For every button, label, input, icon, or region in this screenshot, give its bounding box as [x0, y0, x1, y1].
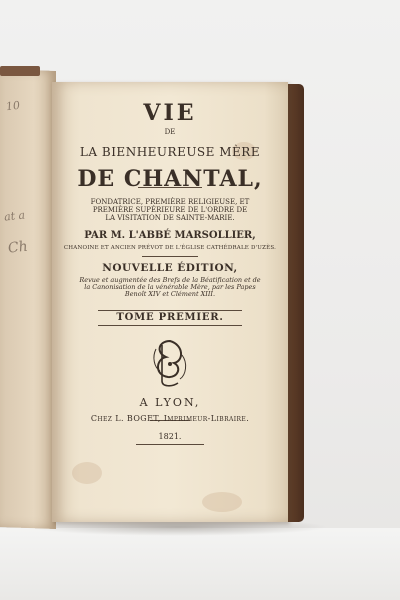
title-subtitle: LA BIENHEUREUSE MÈRE	[79, 145, 261, 159]
author-title: CHANOINE ET ANCIEN PRÉVOT DE L'ÉGLISE CATHÉDRALE D'UZÈS.	[63, 245, 277, 251]
book-front-cover-edge	[0, 66, 40, 76]
description-line: FONDATRICE, PREMIÈRE RELIGIEUSE, ET	[90, 198, 250, 206]
table-surface	[0, 528, 400, 600]
volume-label: TOME PREMIER.	[116, 312, 224, 323]
title-connector: DE	[164, 128, 176, 136]
foxing-stain	[202, 492, 242, 512]
divider-rule	[136, 444, 204, 445]
handwritten-mark: 10	[5, 98, 21, 114]
description-line: PREMIÈRE SUPÉRIEURE DE L'ORDRE DE	[92, 206, 248, 214]
foxing-stain	[72, 462, 102, 484]
author-line: PAR M. L'ABBÉ MARSOLLIER,	[84, 230, 256, 241]
publisher-monogram	[148, 337, 192, 391]
edition-note-line: Benoît XIV et Clément XIII.	[124, 290, 216, 298]
handwritten-mark: at a	[3, 208, 26, 224]
divider-rule	[98, 325, 242, 326]
book-title: VIE	[143, 100, 197, 126]
handwritten-mark: Ch	[6, 238, 29, 257]
title-name: DE CHANTAL,	[77, 166, 263, 192]
description-line: LA VISITATION DE SAINTE-MARIE.	[105, 214, 235, 222]
divider-rule	[142, 256, 198, 257]
edition-note-line: Revue et augmentée des Brefs de la Béatification et de	[79, 276, 261, 284]
publication-city: A LYON,	[139, 396, 201, 409]
edition-note-line: la Canonisation de la vénérable Mère, par les Papes	[84, 283, 256, 291]
title-page	[52, 82, 288, 522]
edition-label: NOUVELLE ÉDITION,	[102, 262, 238, 274]
publication-year: 1821.	[158, 432, 182, 441]
divider-rule	[98, 310, 242, 311]
publisher-line: Chez L. BOGET, Imprimeur-Libraire.	[90, 414, 250, 423]
left-flyleaf	[0, 69, 56, 529]
